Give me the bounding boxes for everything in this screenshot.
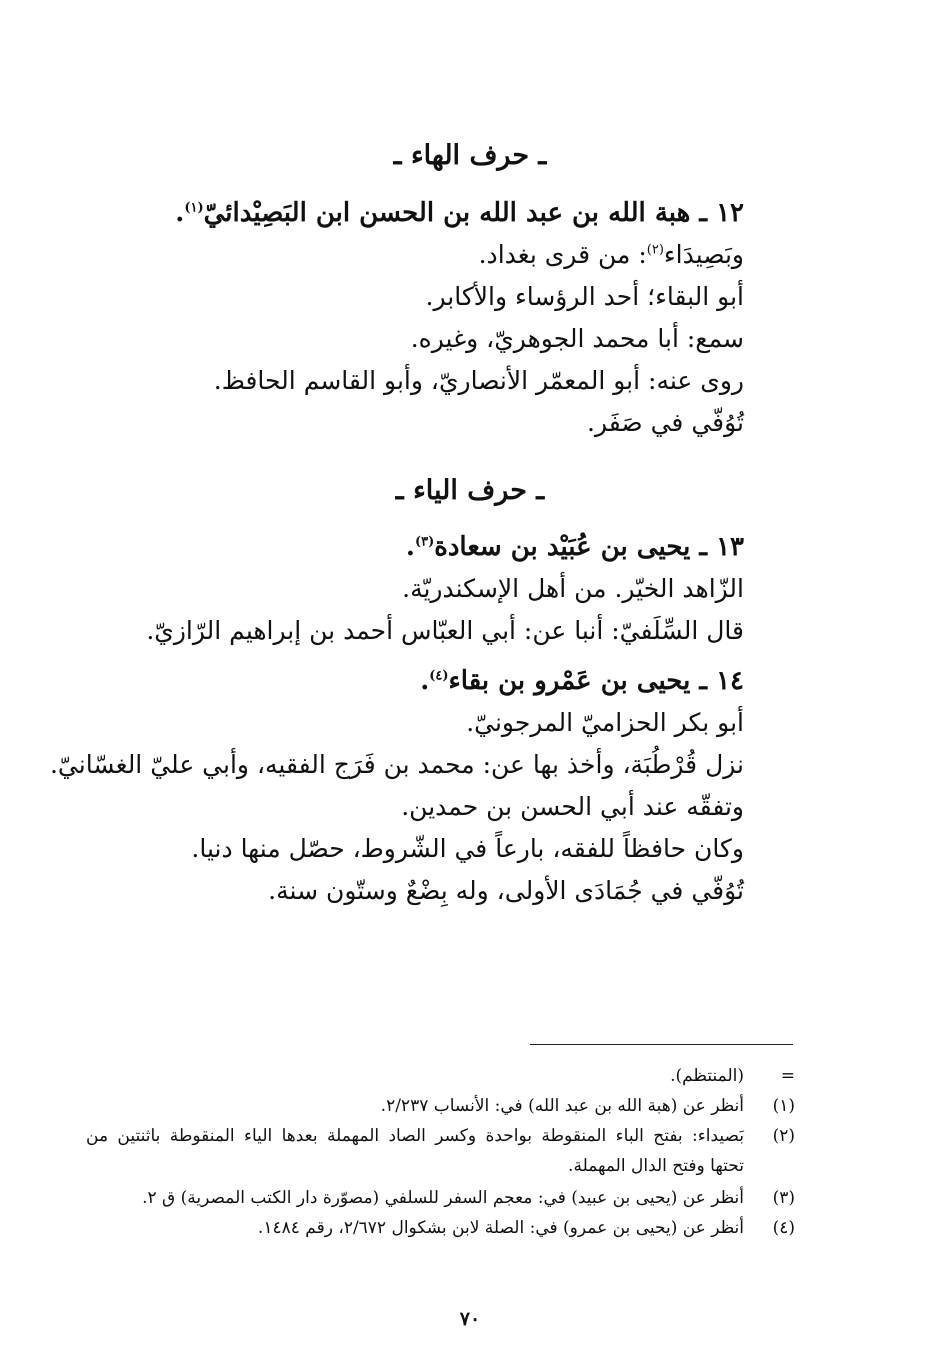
footnote-separator bbox=[530, 1044, 793, 1045]
footnote-2-text-line-2: تحتها وفتح الدال المهملة. bbox=[568, 1156, 744, 1176]
footnote-ref-2: (٢) bbox=[646, 242, 664, 258]
entry-12-line-2: أبو البقاء؛ أحد الرؤساء والأكابر. bbox=[425, 282, 744, 311]
entry-14-line-5: تُوُفّي في جُمَادَى الأولى، وله بِضْعٌ وستّون سنة. bbox=[268, 876, 744, 905]
footnote-ref-4: (٤) bbox=[429, 668, 449, 684]
entry-12-place-desc: : من قرى بغداد. bbox=[478, 240, 647, 269]
footnote-ref-3: (٣) bbox=[414, 534, 435, 550]
footnote-ref-1: (١) bbox=[184, 200, 204, 216]
entry-13-line-2: قال السِّلَفيّ: أنبا عن: أبي العبّاس أحمد بن إبراهيم الرّازيّ. bbox=[146, 616, 744, 645]
entry-12-line-3: سمع: أبا محمد الجوهريّ، وغيره. bbox=[410, 324, 744, 353]
entry-14-line-2: نزل قُرْطُبَة، وأخذ بها عن: محمد بن فَرَج الفقيه، وأبي عليّ الغسّانيّ. bbox=[49, 750, 744, 779]
footnote-2-text-line-1: بَصيداء: بفتح الباء المنقوطة بواحدة وكسر الصاد المهملة بعدها الياء المنقوطة باثنتين من bbox=[86, 1126, 744, 1146]
entry-13-title-text: ١٣ ـ يحيى بن عُبَيْد بن سعادة bbox=[434, 532, 744, 562]
footnote-4-text: أنظر عن (يحيى بن عمرو) في: الصلة لابن بشكوال ٢/٦٧٢، رقم ١٤٨٤. bbox=[257, 1218, 744, 1238]
section-heading-ha: ـ حرف الهاء ـ bbox=[393, 140, 547, 171]
section-heading-ya: ـ حرف الياء ـ bbox=[395, 475, 545, 506]
entry-14-title-text: ١٤ ـ يحيى بن عَمْرو بن بقاء bbox=[448, 666, 744, 696]
entry-13-title bbox=[406, 530, 744, 564]
entry-13-title-end: . bbox=[405, 532, 415, 562]
footnote-continuation-text: (المنتظم). bbox=[670, 1066, 744, 1086]
footnote-4-number: (٤) bbox=[772, 1218, 795, 1238]
footnote-1-number: (١) bbox=[772, 1096, 795, 1116]
entry-14-line-3: وتفقّه عند أبي الحسن بن حمدين. bbox=[401, 792, 744, 821]
entry-12-title bbox=[175, 196, 744, 230]
footnote-2-number: (٢) bbox=[772, 1126, 795, 1146]
entry-14-line-1: أبو بكر الحزاميّ المرجونيّ. bbox=[466, 708, 744, 737]
entry-12-line-5: تُوُفّي في صَفَر. bbox=[587, 408, 744, 437]
entry-12-line-1 bbox=[479, 238, 744, 272]
entry-14-line-4: وكان حافظاً للفقه، بارعاً في الشّروط، حصّل منها دنيا. bbox=[191, 834, 744, 863]
entry-12-line-4: روى عنه: أبو المعمّر الأنصاريّ، وأبو القاسم الحافظ. bbox=[213, 366, 744, 395]
entry-12-title-end: . bbox=[175, 198, 185, 228]
footnote-continuation-mark: = bbox=[780, 1066, 795, 1086]
footnote-3-text: أنظر عن (يحيى بن عبيد) في: معجم السفر للسلفي (مصوّرة دار الكتب المصرية) ق ٢. bbox=[142, 1188, 744, 1208]
page-number: ٧٠ bbox=[459, 1308, 481, 1330]
entry-14-title bbox=[420, 664, 744, 698]
footnote-3-number: (٣) bbox=[772, 1188, 795, 1208]
entry-13-line-1: الزّاهد الخيّر. من أهل الإسكندريّة. bbox=[402, 574, 744, 603]
entry-14-title-end: . bbox=[420, 666, 430, 696]
entry-12-place-name: وبَصِيدَاء bbox=[663, 240, 744, 269]
entry-12-title-text: ١٢ ـ هبة الله بن عبد الله بن الحسن ابن البَصِيْدائيّ bbox=[203, 198, 744, 228]
footnote-1-text: أنظر عن (هبة الله بن عبد الله) في: الأنساب ٢/٢٣٧. bbox=[380, 1096, 744, 1116]
